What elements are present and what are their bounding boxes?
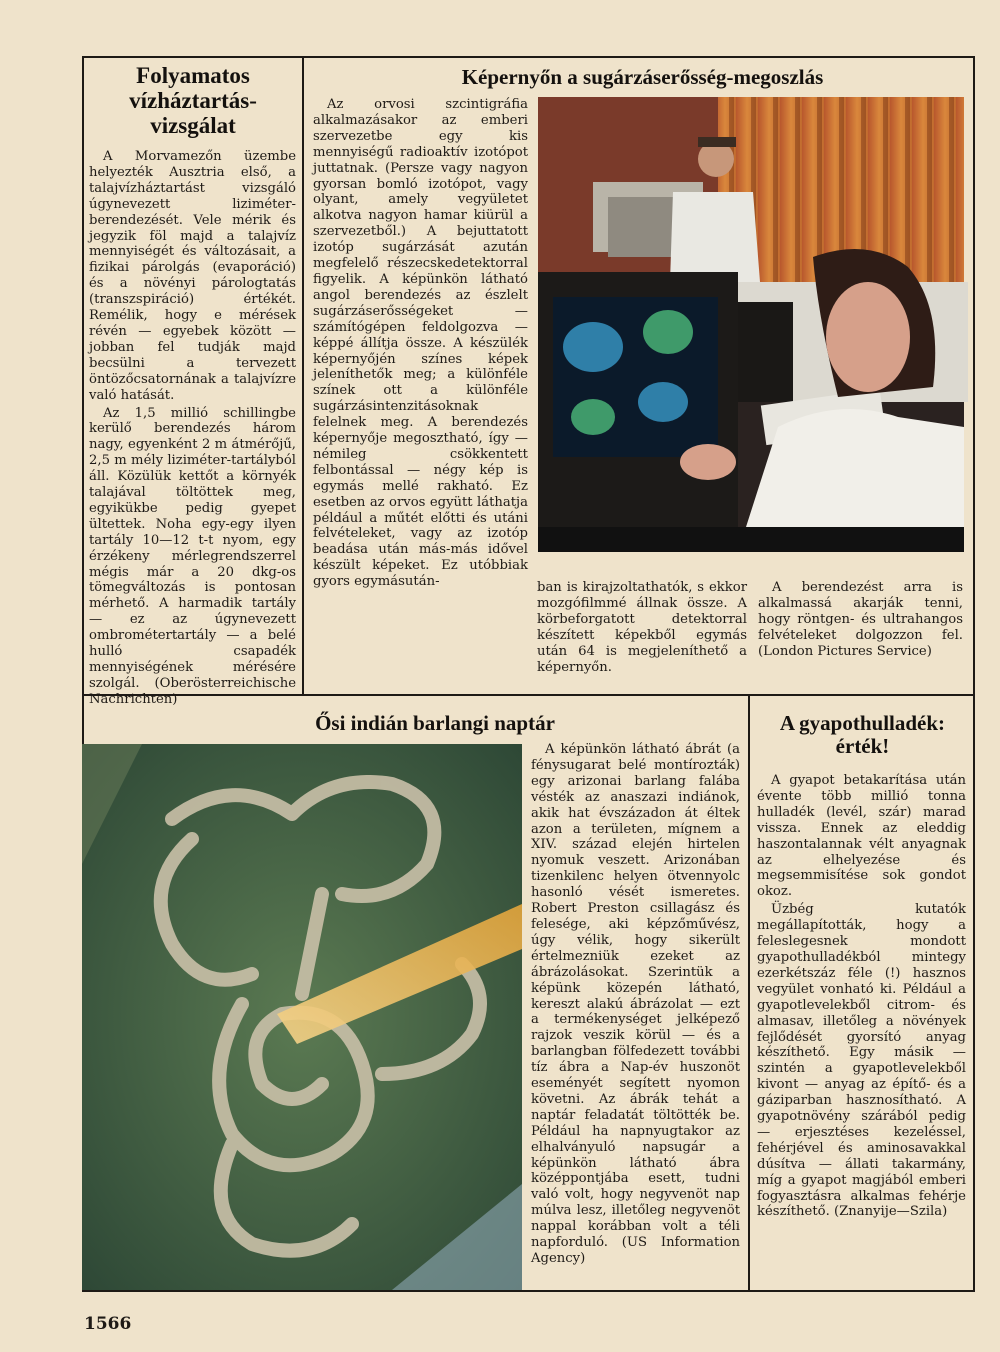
article2-column-2: ban is kirajzoltathatók, s ekkor mozgófilmmé állnak össze. A körbeforgatott detektorral készített képekből egymás után 64 is megjeleníthető a képernyőn. [537,580,747,675]
article3-body: A képünkön látható ábrát (a fénysugarat belé montírozták) egy arizonai barlang falába vésték az anaszazi indiánok, akik hat évszázadon át éltek azon a területen, mígnem a XIV. század elején hirtelen nyomuk veszett. Arizonában tizenkilenc helyen ötvennyolc hasonló vését ismeretes. Robert Preston csillagász és felesége, aki képzőművész, úgy vélik, hogy sikerült értelmezniük ezeket az ábrázolásokat. Szerintük a képünk közepén látható, kereszt alakú ábrázolat — ezt a termékenységet jelképező rajzok veszik körül — és a barlangban fölfedezett további tíz ábra a Nap-év huszonöt eseményét segített nyomon követni. Az ábrák tehát a naptár feladatát töltötték be. Például ha napnyugtakor az elhalványuló napsugár a képünkön látható ábra középpontjába esett, tudni való volt, hogy negyvenöt nap múlva lesz, illetőleg negyvenöt nappal korábban volt a téli napforduló. (US Information Agency) [531,742,740,1266]
article1-title: Folyamatos vízháztartás-vizsgálat [129,63,257,138]
article4-body [757,773,966,1288]
divider-bottom-right [748,694,750,1292]
article3-title: Ősi indián barlangi naptár [315,711,555,735]
article1-paragraph: Az 1,5 millió schillingbe kerülő berendezés három nagy, egyenként 2 m átmérőjű, 2,5 m mély liziméter-tartályból áll. Közülük kettőt a környék talajával töltöttek meg, egyikükbe pedig gyepet ültettek. Noha egy-egy ilyen tartály 10—12 t-t nyom, egy érzékeny mérlegrendszerrel mégis már a 20 dkg-os tömegváltozás is pontosan mérhető. A harmadik tartály — ez az úgynevezett ombrométertartály — a belé hulló csapadék mennyiségének mérésére szolgál. (Oberösterreichische Nachrichten) [89,405,296,707]
scintigraphy-photo-graphic [538,97,964,552]
article4-paragraph: Üzbég kutatók megállapították, hogy a feleslegesnek mondott gyapothulladékból mintegy ezerkétszáz féle (!) hasznos vegyület vonható ki. Például a gyapotlevelekből citrom- és almasav, illetőleg a növények fejlődését gyorsító anyag készíthető. Egy másik — szintén a gyapotlevelekből kivont — anyag az építő- és a gáziparban hasznosítható. A gyapotnövény szárából pedig — erjesztéses kezeléssel, fehérjével és aminosavakkal dúsítva — állati takarmány, míg a gyapot magjából emberi fogyasztásra alkalmas fehérje készíthető. (Znanyije—Szila) [757,902,966,1220]
article1-paragraph: A Morvamezőn üzembe helyezték Ausztria első, a talajvízháztartást vizsgáló úgynevezett liziméter-berendezését. Vele mérik és jegyzik föl majd a talajvíz mennyiségét és változásait, a fizikai párolgás (evaporáció) és a növényi párologtatás (transzspiráció) értékét. Remélik, hogy e mérések révén — egyebek között — jobban fel tudják majd becsülni a tervezett öntözőcsatornának a talajvízre való hatását. [89,149,296,403]
divider-top-left [302,56,304,696]
article4-title: A gyapothulladék: érték! [779,711,946,758]
article2-column-3: A berendezést arra is alkalmassá akarják tenni, hogy röntgen- és ultrahangos felvételeket dolgozzon fel. (London Pictures Service) [758,580,963,659]
petroglyph-photo [82,744,522,1290]
article2-title: Képernyőn a sugárzáserősség-megoszlás [461,65,824,89]
page-number: 1566 [84,1314,132,1334]
scintigraphy-photo [538,97,964,552]
petroglyph-photo-graphic [82,744,522,1290]
article1-body [89,149,296,707]
article2-column-1: Az orvosi szcintigráfia alkalmazásakor az emberi szervezetbe egy kis mennyiségű radioaktív izotópot juttatnak. (Persze vagy nagyon gyorsan bomló izotópot, vagy olyant, amely vegyületet alkotva nagyon hamar kiürül a szervezetből.) A bejuttatott izotóp sugárzását azután megfelelő részecskedetektorral figyelik. A képünkön látható angol berendezés az észlelt sugárzáserősségeket — számítógépen feldolgozva — képpé állítja össze. A készülék képernyőjén színes képek jeleníthetők meg; a különféle színek ott a különféle sugárzásintenzitásoknak felelnek meg. A berendezés képernyője megosztható, így — némileg csökkentett felbontással — négy kép is egymás mellé rakható. Ez esetben az orvos együtt láthatja például a műtét előtti és utáni felvételeket, vagy az izotóp beadása után más-más idővel készült képeket. Ez utóbbiak gyors egymásután- [313,97,528,590]
article4-paragraph: A gyapot betakarítása után évente több millió tonna hulladék (levél, szár) marad vissza. Ennek az eleddig haszontalannak vélt anyagnak az elhelyezése és megsemmisítése sok gondot okoz. [757,773,966,900]
